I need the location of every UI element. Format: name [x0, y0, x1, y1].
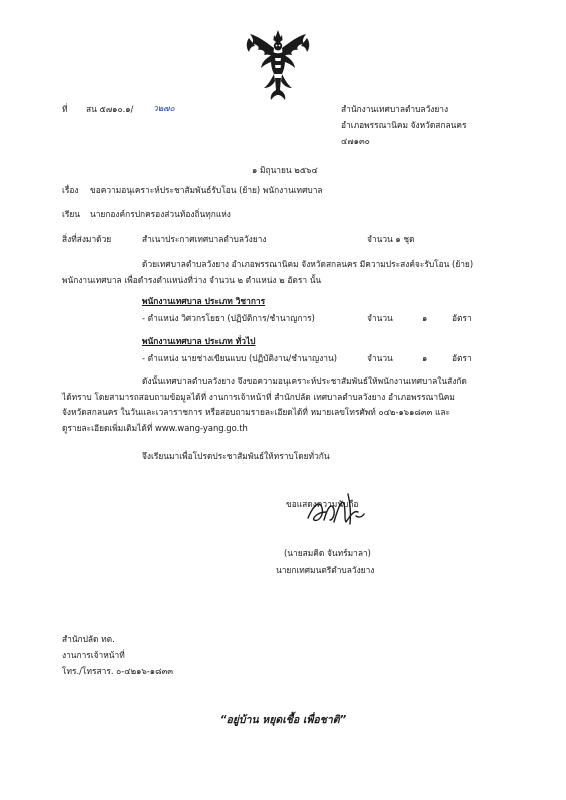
position-qty-label-1: จำนวน: [367, 313, 393, 323]
position-item-2: - ตำแหน่ง นายช่างเขียนแบบ (ปฏิบัติงาน/ชำนาญงาน): [142, 353, 337, 363]
signatory-position: นายกเทศมนตรีตำบลวังยาง: [276, 565, 375, 575]
recipient-label: เรียน: [62, 209, 80, 219]
enclosure-text: สำเนาประกาศเทศบาลตำบลวังยาง: [142, 234, 267, 244]
intro-line-2: พนักงานเทศบาล เพื่อดำรงตำแหน่งที่ว่าง จำนวน ๒ ตำแหน่ง ๒ อัตรา นั้น: [62, 275, 322, 285]
position-qty-1: ๑: [422, 313, 428, 323]
signatory-name: (นายสมคิด จันทร์มาลา): [284, 548, 371, 558]
doc-number-label: ที่: [62, 104, 68, 114]
doc-number-handwritten: ว๒๗๐: [153, 103, 175, 113]
office-name: สำนักงานเทศบาลตำบลวังยาง: [341, 104, 449, 114]
position-qty-2: ๑: [422, 353, 428, 363]
para2-line-2: ได้ทราบ โดยสามารถสอบถามข้อมูลได้ที่ งานการเจ้าหน้าที่ สำนักปลัด เทศบาลตำบลวังยาง อำเภอพรรณานิคม: [62, 392, 455, 402]
position-unit-1: อัตรา: [452, 313, 472, 323]
footer-phone: โทร./โทรสาร. ๐-๔๒๑๖-๑๘๓๓: [62, 666, 174, 676]
para2-line-1: ดังนั้นเทศบาลตำบลวังยาง จึงขอความอนุเคราะห์ประชาสัมพันธ์ให้พนักงานเทศบาลในสังกัด: [142, 376, 467, 386]
enclosure-qty: จำนวน ๑ ชุด: [367, 234, 415, 244]
footer-dept: สำนักปลัด ทต.: [62, 634, 115, 644]
para2-line-4: ดูรายละเอียดเพิ่มเติมได้ที่ www.wang-yang.go.th: [62, 423, 248, 433]
garuda-emblem-icon: [244, 28, 312, 102]
subject-text: ขอความอนุเคราะห์ประชาสัมพันธ์รับโอน (ย้าย) พนักงานเทศบาล: [90, 185, 323, 195]
closing-salutation: ขอแสดงความนับถือ: [286, 499, 359, 509]
enclosure-label: สิ่งที่ส่งมาด้วย: [62, 234, 112, 244]
position-qty-label-2: จำนวน: [367, 353, 393, 363]
position-unit-2: อัตรา: [452, 353, 472, 363]
recipient-text: นายกองค์กรปกครองส่วนท้องถิ่นทุกแห่ง: [90, 209, 231, 219]
letter-date: ๑ มิถุนายน ๒๕๖๔: [252, 165, 318, 175]
campaign-slogan: “อยู่บ้าน หยุดเชื้อ เพื่อชาติ”: [219, 714, 347, 726]
position-heading-1: พนักงานเทศบาล ประเภท วิชาการ: [142, 296, 266, 306]
para2-line-3: จังหวัดสกลนคร ในวันและเวลาราชการ หรือสอบถามรายละเอียดได้ที่ หมายเลขโทรศัพท์ ๐๔๒-๑๖๑๘๓๓ และ: [62, 407, 451, 417]
office-district: อำเภอพรรณานิคม จังหวัดสกลนคร: [341, 120, 467, 130]
subject-label: เรื่อง: [62, 185, 79, 195]
handwritten-signature-icon: [304, 486, 368, 532]
position-heading-2: พนักงานเทศบาล ประเภท ทั่วไป: [142, 336, 256, 346]
intro-line-1: ด้วยเทศบาลตำบลวังยาง อำเภอพรรณานิคม จังหวัดสกลนคร มีความประสงค์จะรับโอน (ย้าย): [142, 259, 474, 269]
closing-request: จึงเรียนมาเพื่อโปรดประชาสัมพันธ์ให้ทราบโดยทั่วกัน: [142, 451, 330, 461]
doc-number: สน ๕๗๑๐.๑/: [86, 104, 134, 114]
position-item-1: - ตำแหน่ง วิศวกรโยธา (ปฏิบัติการ/ชำนาญการ): [142, 313, 315, 323]
office-postcode: ๔๗๑๓๐: [341, 136, 370, 146]
footer-section: งานการเจ้าหน้าที่: [62, 650, 125, 660]
